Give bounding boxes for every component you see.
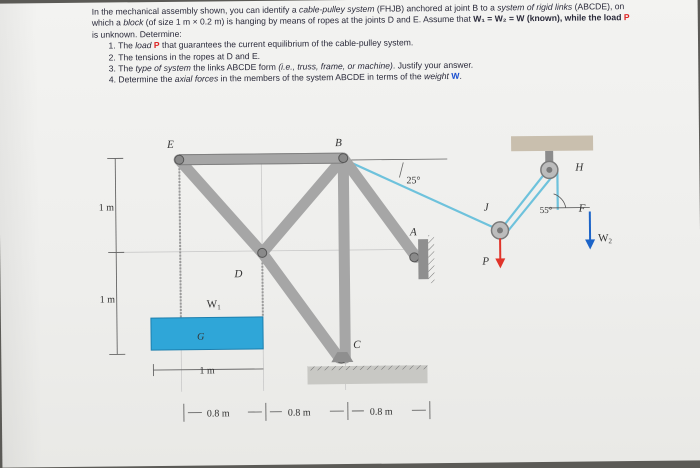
angle-55-arc xyxy=(554,194,566,208)
task-item: 2. The tensions in the ropes at D and E. xyxy=(118,47,632,64)
task-item: 1. The load P that guarantees the current equilibrium of the cable-pulley system. xyxy=(118,35,632,52)
label-E: E xyxy=(166,139,174,151)
angle-25-tick xyxy=(399,162,403,177)
pulley-J xyxy=(491,222,508,239)
label-W2: W2 xyxy=(598,232,613,245)
cable-J-H-2 xyxy=(505,174,555,234)
dim-span-2: 0.8 m xyxy=(288,407,311,418)
joint-D-pin xyxy=(258,248,267,257)
task-item: 3. The type of system the links ABCDE form (i.e., truss, frame, or machine). Justify your answer. xyxy=(118,58,632,75)
member-EB xyxy=(179,158,343,160)
angle-25-label: 25° xyxy=(406,175,420,186)
task-item: 4. Determine the axial forces in the members of the system ABCDE in terms of the weight W. xyxy=(118,69,632,86)
dim-vertical-2: 1 m xyxy=(100,294,116,305)
label-P: P xyxy=(481,256,489,268)
member-BA xyxy=(343,157,416,258)
load-arrow-w2 xyxy=(585,211,595,249)
hanging-block xyxy=(151,317,263,350)
label-A: A xyxy=(409,226,417,238)
label-H: H xyxy=(574,162,584,174)
problem-intro: In the mechanical assembly shown, you can identify a cable-pulley system (FHJB) anchored at joint B to a system of rigid links (ABCDE), on which a block (of size 1 m × 0.2 m) is hanging by means of ropes at the joints D and E. Assume that W₁ = W₂ = W (known), while the load P is unknown. Determine: xyxy=(92,1,632,41)
label-F: F xyxy=(578,203,586,215)
angle-25-ref xyxy=(345,159,447,160)
label-C: C xyxy=(353,339,361,351)
label-G: G xyxy=(197,332,204,343)
member-ED xyxy=(179,159,262,254)
load-arrow-p xyxy=(495,238,505,268)
joint-B-pin xyxy=(339,154,348,163)
label-W1: W1 xyxy=(207,298,222,311)
ceiling-support xyxy=(511,135,593,151)
joint-E-pin xyxy=(175,155,184,164)
label-D: D xyxy=(233,268,242,280)
dim-span-1: 0.8 m xyxy=(207,408,230,419)
vertical-dimensions xyxy=(107,158,125,354)
angle-55-label: 55° xyxy=(540,205,553,215)
pulley-H xyxy=(541,161,558,178)
dim-span-3: 0.8 m xyxy=(370,407,393,418)
joint-A-pin xyxy=(410,253,419,262)
member-DC xyxy=(262,252,339,359)
support-C xyxy=(307,351,427,384)
label-B: B xyxy=(335,137,342,149)
cable-J-H xyxy=(499,169,549,231)
member-BC xyxy=(343,158,345,358)
member-BD xyxy=(261,158,344,253)
label-J: J xyxy=(484,202,490,214)
dim-block-width: 1 m xyxy=(199,365,215,376)
support-A xyxy=(418,235,435,283)
dim-vertical-1: 1 m xyxy=(99,202,115,213)
